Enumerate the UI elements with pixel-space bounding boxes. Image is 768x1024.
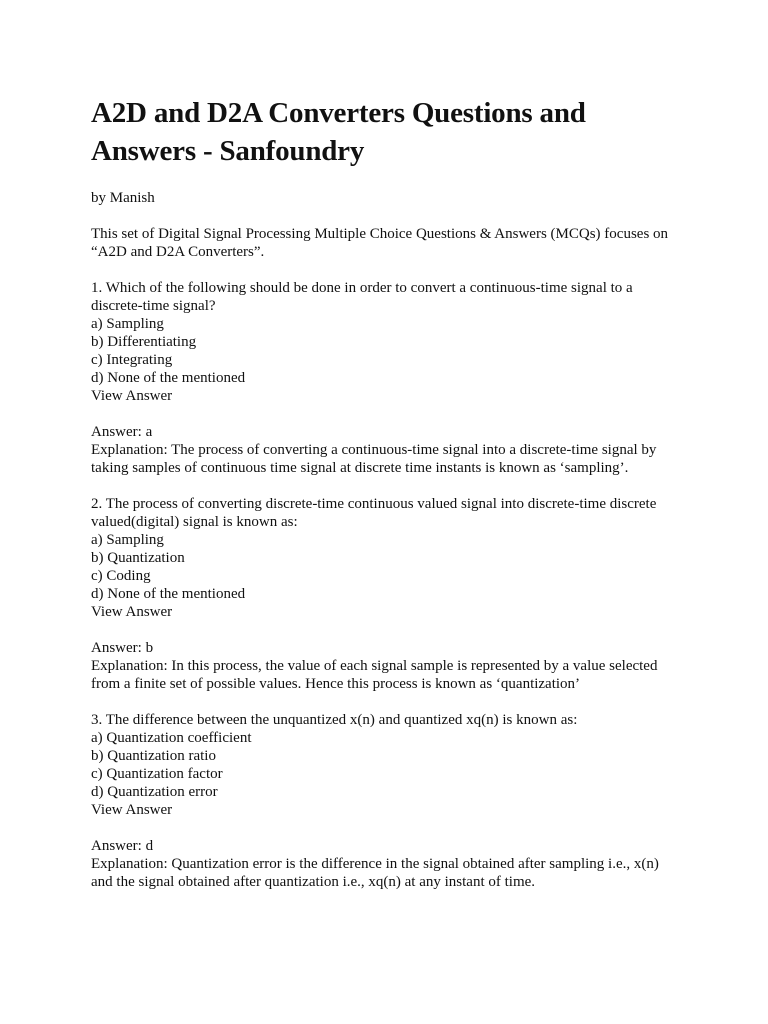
question-text-line-2: discrete-time signal? bbox=[91, 298, 216, 314]
option-a: a) Sampling bbox=[91, 316, 164, 332]
answer-label: Answer: b bbox=[91, 640, 154, 656]
option-a: a) Quantization coefficient bbox=[91, 730, 252, 746]
option-d: d) Quantization error bbox=[91, 784, 218, 800]
answer-label: Answer: d bbox=[91, 838, 154, 854]
document-page bbox=[91, 94, 691, 909]
page-title bbox=[91, 94, 691, 170]
question-text-line-1: 3. The difference between the unquantized x(n) and quantized xq(n) is known as: bbox=[91, 712, 578, 728]
author-byline: by Manish bbox=[91, 190, 155, 206]
explanation-line-1: Explanation: The process of converting a continuous-time signal into a discrete-time signal by bbox=[91, 442, 657, 458]
option-a: a) Sampling bbox=[91, 532, 164, 548]
answer-2 bbox=[91, 639, 691, 693]
explanation-line-2: taking samples of continuous time signal at discrete time instants is known as ‘sampling’. bbox=[91, 460, 629, 476]
view-answer-link-1[interactable]: View Answer bbox=[91, 388, 173, 404]
option-b: b) Differentiating bbox=[91, 334, 197, 350]
answer-1 bbox=[91, 423, 691, 477]
question-text-line-1: 1. Which of the following should be done in order to convert a continuous-time signal to a bbox=[91, 280, 633, 296]
option-c: c) Coding bbox=[91, 568, 151, 584]
intro-line-2: “A2D and D2A Converters”. bbox=[91, 244, 265, 260]
option-c: c) Integrating bbox=[91, 352, 173, 368]
view-answer-link-2[interactable]: View Answer bbox=[91, 604, 173, 620]
question-1 bbox=[91, 279, 691, 405]
answer-3 bbox=[91, 837, 691, 891]
question-2 bbox=[91, 495, 691, 621]
explanation-line-1: Explanation: Quantization error is the difference in the signal obtained after sampling i.e., x(n) bbox=[91, 856, 659, 872]
option-c: c) Quantization factor bbox=[91, 766, 223, 782]
explanation-line-2: from a finite set of possible values. Hence this process is known as ‘quantization’ bbox=[91, 676, 581, 692]
intro-paragraph bbox=[91, 225, 691, 261]
view-answer-link-3[interactable]: View Answer bbox=[91, 802, 173, 818]
option-d: d) None of the mentioned bbox=[91, 586, 246, 602]
option-b: b) Quantization ratio bbox=[91, 748, 216, 764]
option-b: b) Quantization bbox=[91, 550, 185, 566]
question-text-line-2: valued(digital) signal is known as: bbox=[91, 514, 298, 530]
intro-line-1: This set of Digital Signal Processing Multiple Choice Questions & Answers (MCQs) focuses on bbox=[91, 226, 669, 242]
title-line-1: A2D and D2A Converters Questions and bbox=[91, 97, 586, 129]
option-d: d) None of the mentioned bbox=[91, 370, 246, 386]
question-text-line-1: 2. The process of converting discrete-time continuous valued signal into discrete-time discrete bbox=[91, 496, 657, 512]
explanation-line-1: Explanation: In this process, the value of each signal sample is represented by a value selected bbox=[91, 658, 658, 674]
title-line-2: Answers - Sanfoundry bbox=[91, 135, 365, 167]
question-3 bbox=[91, 711, 691, 819]
answer-label: Answer: a bbox=[91, 424, 153, 440]
explanation-line-2: and the signal obtained after quantization i.e., xq(n) at any instant of time. bbox=[91, 874, 536, 890]
